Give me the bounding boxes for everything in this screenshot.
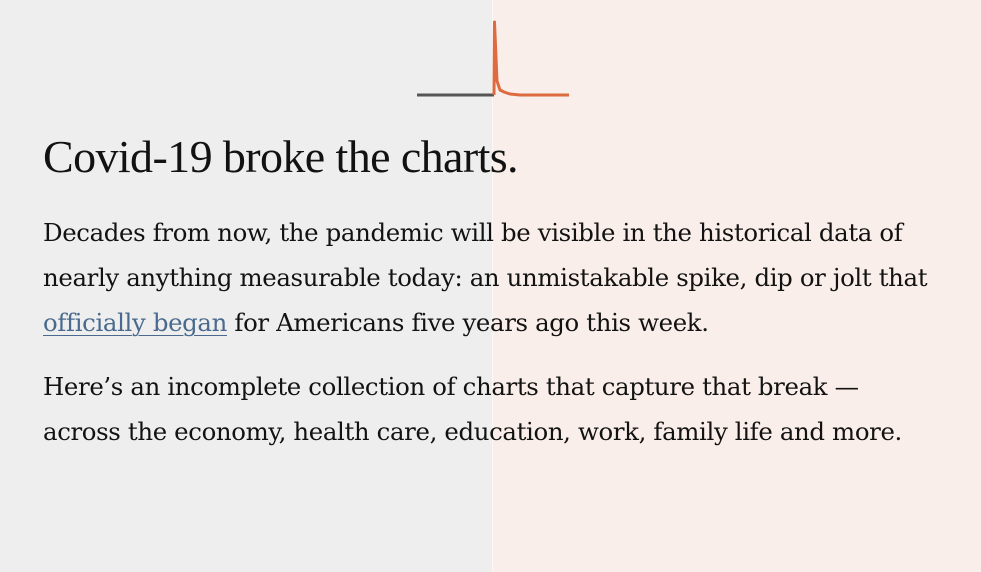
paragraph-1-text-after-link: for Americans five years ago this week. xyxy=(227,308,709,337)
paragraph-1-text-before-link: Decades from now, the pandemic will be visible in the historical data of nearly anything measurable today: an unmistakable spike, dip or jolt that xyxy=(43,218,928,292)
intro-text xyxy=(43,128,943,454)
intro-paragraph-1 xyxy=(43,210,943,345)
officially-began-link[interactable]: officially began xyxy=(43,308,227,337)
intro-paragraph-2: Here’s an incomplete collection of charts that capture that break — across the economy, health care, education, work, family life and more. xyxy=(43,372,902,446)
pandemic-spike-line xyxy=(494,22,569,95)
spike-sparkline xyxy=(410,14,580,104)
page-title: Covid-19 broke the charts. xyxy=(43,131,518,182)
